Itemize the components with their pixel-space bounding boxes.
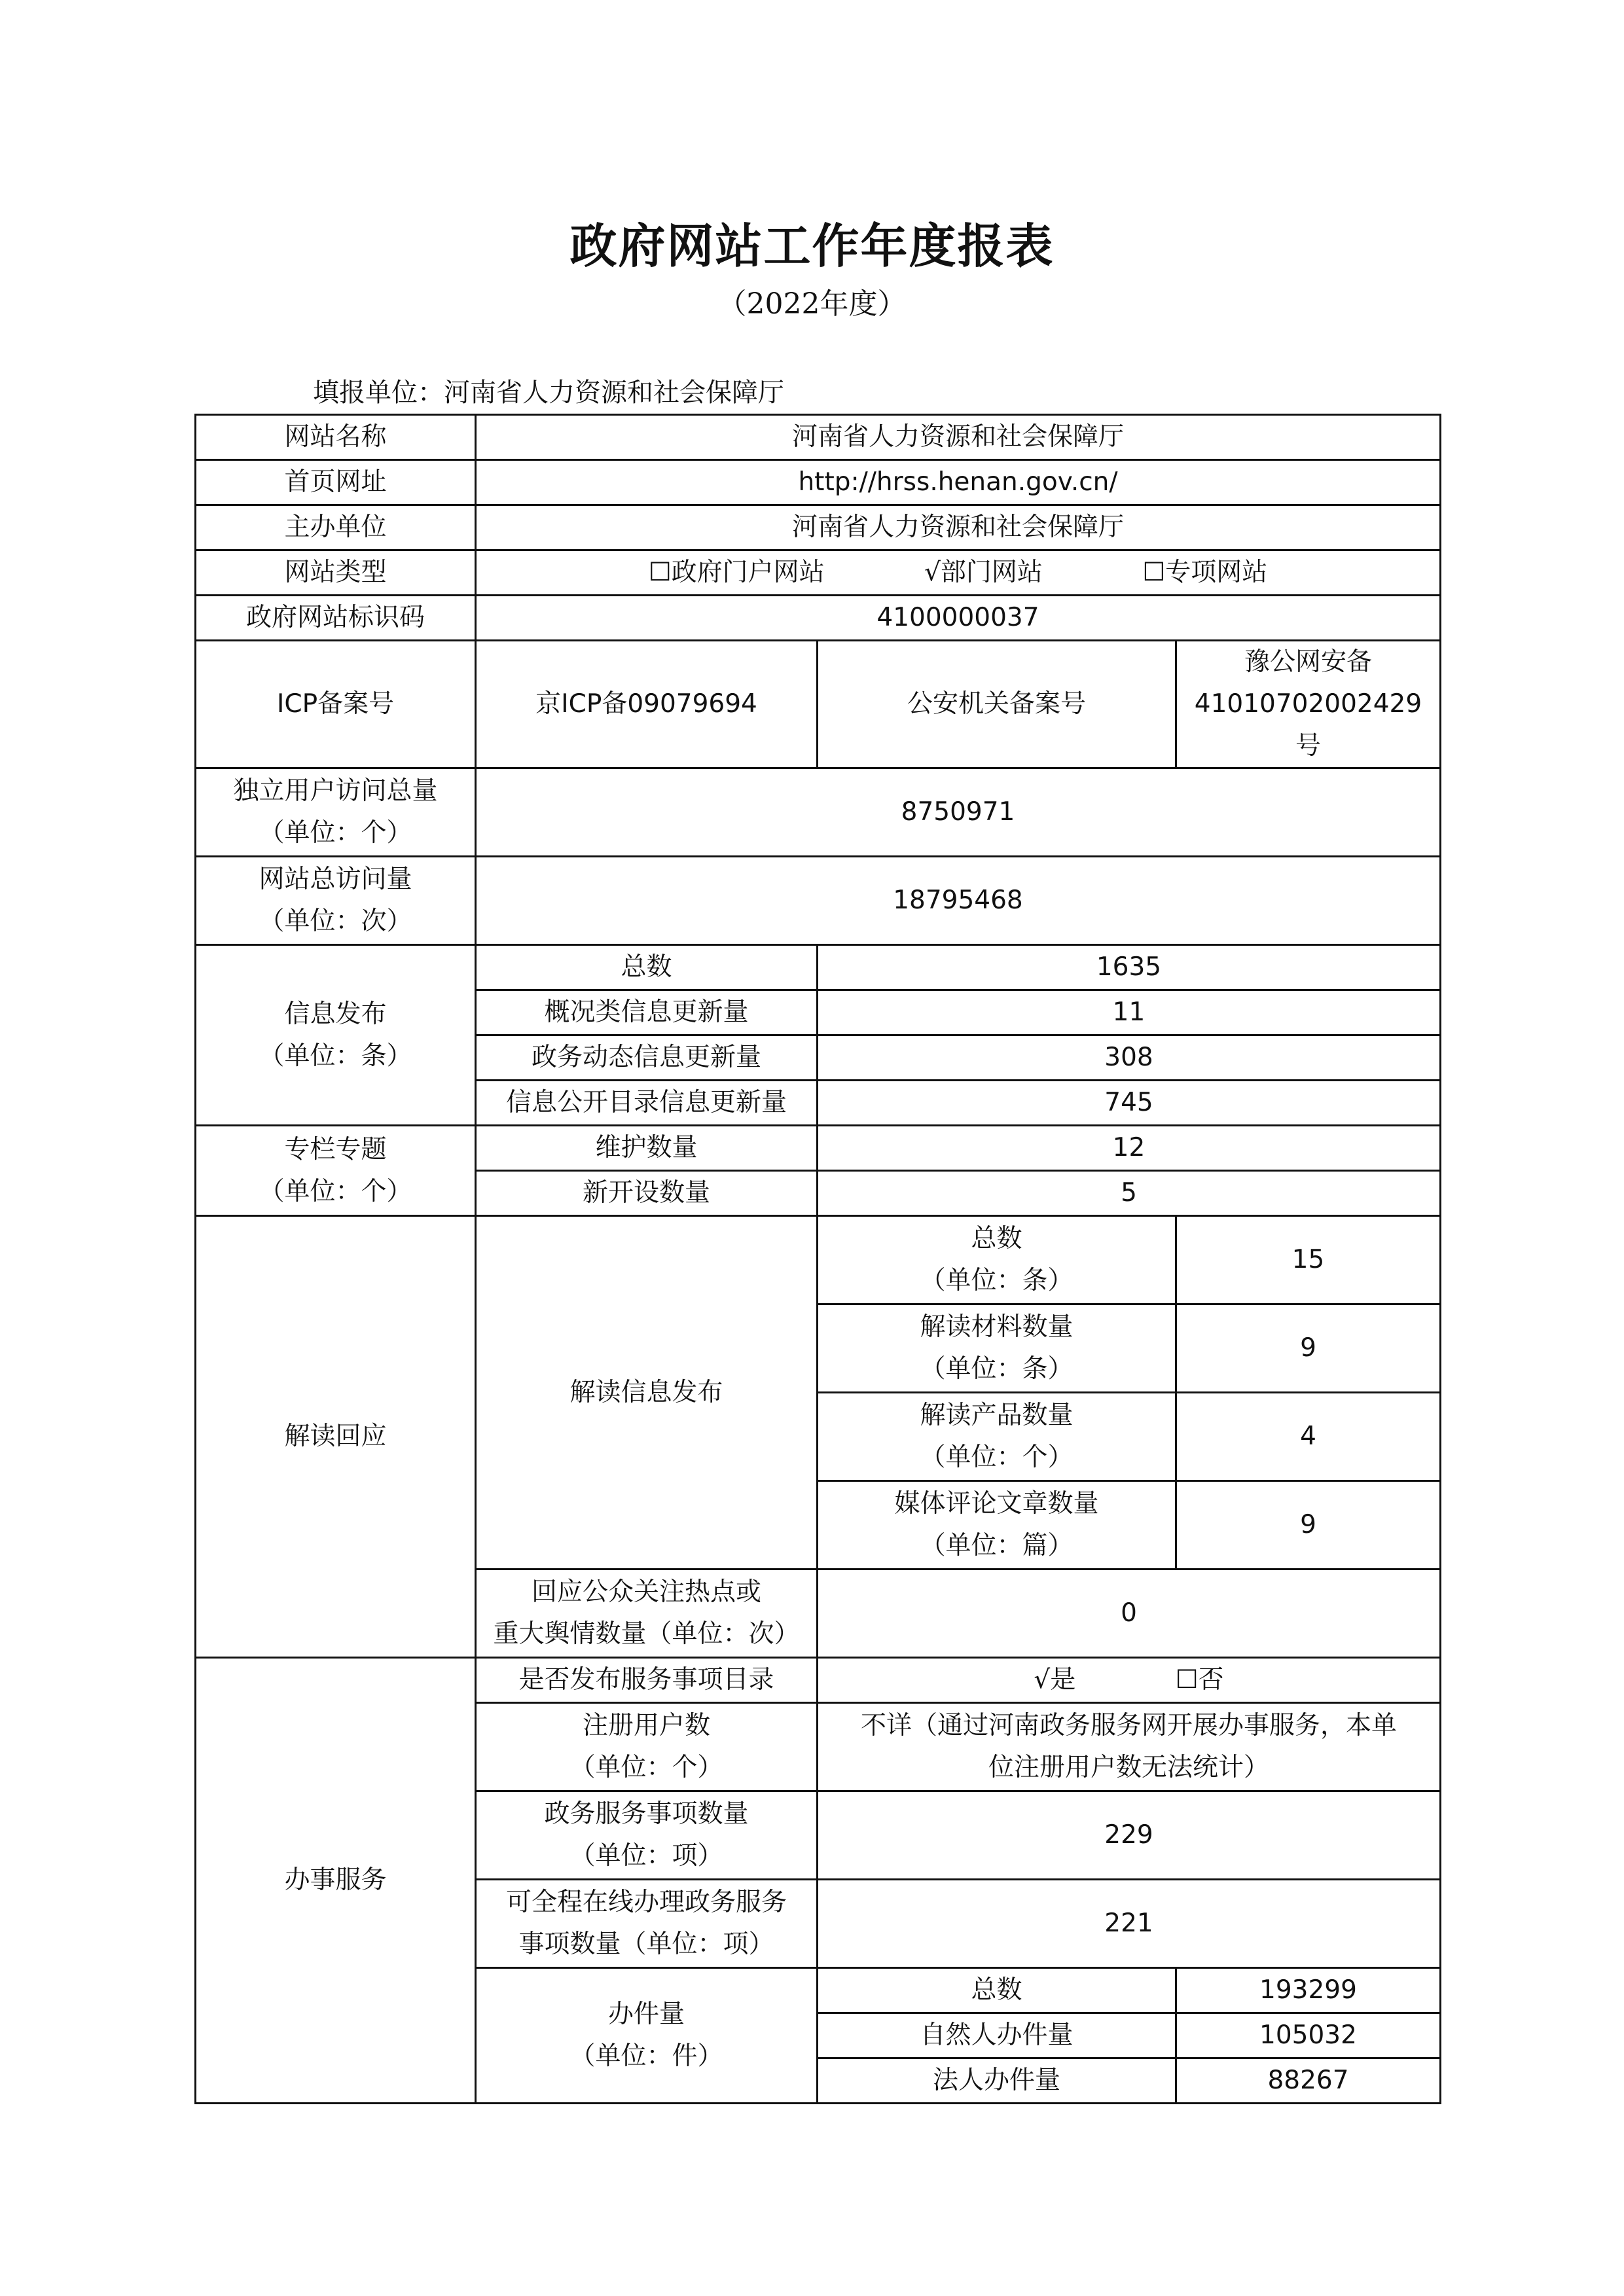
table-row [196, 1216, 1441, 1304]
page-views-label-line1: 网站总访问量 [259, 865, 412, 894]
response-label [476, 1570, 818, 1658]
service-catalog-yes: √是 [1034, 1665, 1076, 1695]
interpretation-item-value: 4 [1176, 1393, 1441, 1481]
info-publish-item-label: 概况类信息更新量 [476, 990, 818, 1035]
table-row [196, 1126, 1441, 1171]
table-row [196, 550, 1441, 596]
service-items-label-line2: （单位：项） [569, 1841, 723, 1871]
table-row [196, 415, 1441, 460]
handled-item-label: 法人办件量 [818, 2058, 1176, 2104]
interpretation-item-label [818, 1304, 1176, 1393]
columns-item-label: 新开设数量 [476, 1171, 818, 1216]
registered-users-label-line2: （单位：个） [569, 1753, 723, 1782]
online-items-label [476, 1880, 818, 1968]
services-label: 办事服务 [196, 1658, 476, 2104]
response-label-line1: 回应公众关注热点或 [531, 1577, 761, 1607]
home-url-value: http://hrss.henan.gov.cn/ [476, 460, 1441, 505]
interpretation-item-line2: （单位：篇） [920, 1531, 1074, 1560]
table-row [196, 641, 1441, 768]
service-items-label [476, 1791, 818, 1880]
handled-item-value: 105032 [1176, 2013, 1441, 2058]
site-type-option-portal: ☐政府门户网站 [648, 558, 825, 587]
handled-label-line2: （单位：件） [569, 2041, 723, 2071]
table-row [196, 460, 1441, 505]
unique-visitors-label-line1: 独立用户访问总量 [233, 776, 438, 806]
interpretation-item-line1: 解读材料数量 [920, 1312, 1074, 1342]
online-items-value: 221 [818, 1880, 1441, 1968]
interpretation-item-label [818, 1216, 1176, 1304]
site-name-value: 河南省人力资源和社会保障厅 [476, 415, 1441, 460]
page-views-label-line2: （单位：次） [259, 906, 412, 936]
columns-item-value: 5 [818, 1171, 1441, 1216]
site-name-label: 网站名称 [196, 415, 476, 460]
info-publish-item-value: 1635 [818, 945, 1441, 990]
site-type-options [476, 550, 1441, 596]
columns-item-label: 维护数量 [476, 1126, 818, 1171]
interpretation-item-label [818, 1393, 1176, 1481]
info-publish-item-label: 政务动态信息更新量 [476, 1035, 818, 1081]
online-items-label-line1: 可全程在线办理政务服务 [505, 1888, 787, 1917]
handled-item-value: 193299 [1176, 1968, 1441, 2013]
interpretation-item-value: 9 [1176, 1481, 1441, 1570]
handled-item-value: 88267 [1176, 2058, 1441, 2104]
service-catalog-label: 是否发布服务事项目录 [476, 1658, 818, 1703]
registered-users-label-line1: 注册用户数 [582, 1711, 710, 1740]
police-record-value [1176, 641, 1441, 768]
columns-label-line2: （单位：个） [259, 1176, 412, 1206]
police-record-line2: 41010702002429号 [1194, 689, 1422, 761]
interpretation-label: 解读回应 [196, 1216, 476, 1658]
response-value: 0 [818, 1570, 1441, 1658]
unique-visitors-value: 8750971 [476, 768, 1441, 857]
report-table [194, 414, 1441, 2104]
interpretation-item-line1: 解读产品数量 [920, 1401, 1074, 1430]
info-publish-label-line1: 信息发布 [284, 999, 387, 1029]
info-publish-item-label: 信息公开目录信息更新量 [476, 1081, 818, 1126]
service-items-value: 229 [818, 1791, 1441, 1880]
info-publish-item-label: 总数 [476, 945, 818, 990]
home-url-label: 首页网址 [196, 460, 476, 505]
registered-users-value-line2: 位注册用户数无法统计） [988, 1753, 1269, 1782]
interpretation-item-line1: 媒体评论文章数量 [894, 1489, 1099, 1518]
interpretation-item-line2: （单位：条） [920, 1354, 1074, 1384]
interpretation-item-line1: 总数 [971, 1224, 1022, 1253]
registered-users-value [818, 1703, 1441, 1791]
police-record-line1: 豫公网安备 [1244, 647, 1372, 677]
site-code-label: 政府网站标识码 [196, 596, 476, 641]
page-title: 政府网站工作年度报表 [569, 218, 1055, 274]
info-publish-label [196, 945, 476, 1126]
page-views-label [196, 857, 476, 945]
registered-users-value-line1: 不详（通过河南政务服务网开展办事服务，本单 [860, 1711, 1397, 1740]
report-year: （2022年度） [717, 287, 907, 321]
interpretation-item-value: 15 [1176, 1216, 1441, 1304]
site-type-option-department: √部门网站 [924, 558, 1043, 587]
filling-unit: 填报单位：河南省人力资源和社会保障厅 [313, 378, 784, 408]
handled-item-label: 总数 [818, 1968, 1176, 2013]
table-row [196, 945, 1441, 990]
page-views-value: 18795468 [476, 857, 1441, 945]
icp-label: ICP备案号 [196, 641, 476, 768]
sponsor-value: 河南省人力资源和社会保障厅 [476, 505, 1441, 550]
site-type-label: 网站类型 [196, 550, 476, 596]
info-publish-item-value: 11 [818, 990, 1441, 1035]
sponsor-label: 主办单位 [196, 505, 476, 550]
handled-item-label: 自然人办件量 [818, 2013, 1176, 2058]
handled-label-line1: 办件量 [607, 2000, 685, 2029]
columns-item-value: 12 [818, 1126, 1441, 1171]
service-items-label-line1: 政务服务事项数量 [544, 1799, 749, 1829]
service-catalog-no: ☐否 [1175, 1665, 1224, 1695]
table-row [196, 596, 1441, 641]
columns-label-line1: 专栏专题 [284, 1134, 387, 1164]
unique-visitors-label-line2: （单位：个） [259, 818, 412, 848]
service-catalog-options [818, 1658, 1441, 1703]
response-label-line2: 重大舆情数量（单位：次） [493, 1619, 800, 1649]
info-publish-label-line2: （单位：条） [259, 1041, 412, 1071]
interpretation-item-line2: （单位：个） [920, 1443, 1074, 1472]
unique-visitors-label [196, 768, 476, 857]
interpretation-item-line2: （单位：条） [920, 1266, 1074, 1295]
interpretation-item-value: 9 [1176, 1304, 1441, 1393]
table-row [196, 857, 1441, 945]
site-type-option-special: ☐专项网站 [1142, 558, 1268, 587]
icp-value: 京ICP备09079694 [476, 641, 818, 768]
handled-label [476, 1968, 818, 2104]
interpretation-publish-label: 解读信息发布 [476, 1216, 818, 1570]
online-items-label-line2: 事项数量（单位：项） [518, 1929, 774, 1959]
table-row [196, 768, 1441, 857]
registered-users-label [476, 1703, 818, 1791]
interpretation-item-label [818, 1481, 1176, 1570]
table-row [196, 505, 1441, 550]
site-code-value: 4100000037 [476, 596, 1441, 641]
info-publish-item-value: 745 [818, 1081, 1441, 1126]
table-row [196, 1658, 1441, 1703]
police-record-label: 公安机关备案号 [818, 641, 1176, 768]
columns-label [196, 1126, 476, 1216]
info-publish-item-value: 308 [818, 1035, 1441, 1081]
